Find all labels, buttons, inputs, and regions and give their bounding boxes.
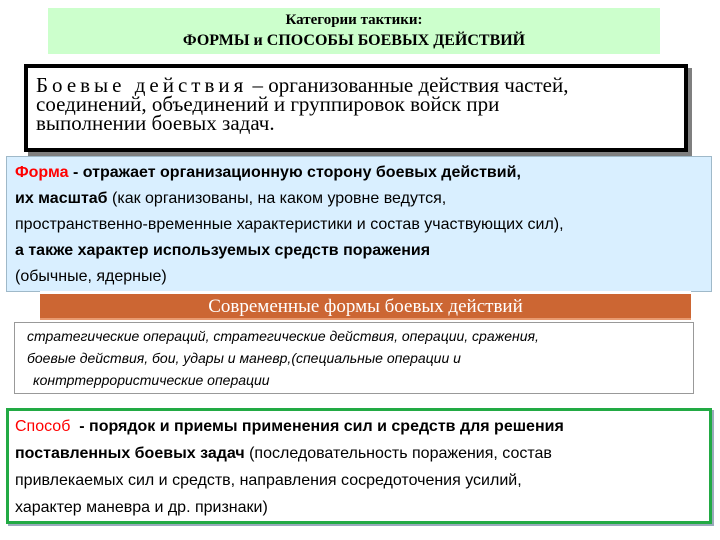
- modern-forms-list: [14, 322, 694, 394]
- definition-text-1: организованные действия частей,: [268, 73, 569, 97]
- forma-line-4: а также характер используемых средств поражения: [15, 242, 431, 259]
- definition-line-2: соединений, объединений и группировок войск при: [36, 92, 500, 116]
- sposob-text-1: - порядок и приемы применения сил и средств для решения: [70, 418, 564, 435]
- sposob-term: Способ: [15, 418, 71, 435]
- modern-line-2: боевые действия, бои, удары и маневр,(специальные операции и: [27, 350, 461, 366]
- sposob-line-4: характер маневра и др. признаки): [15, 499, 268, 516]
- definition-line-3: выполнении боевых задач.: [36, 111, 275, 135]
- forma-line-1: [15, 160, 705, 186]
- sposob-line-2: [15, 440, 705, 467]
- forma-line-5: (обычные, ядерные): [15, 268, 167, 285]
- forma-text-2: (как организованы, на каком уровне ведутся,: [107, 190, 447, 207]
- title-banner: [48, 8, 660, 54]
- forma-box: [6, 156, 712, 292]
- sposob-box: [6, 408, 712, 524]
- forma-term: Форма: [15, 164, 69, 181]
- title-line-2: ФОРМЫ и СПОСОБЫ БОЕВЫХ ДЕЙСТВИЙ: [182, 32, 526, 49]
- definition-term: Боевые действия: [36, 73, 248, 97]
- definition-box: [24, 64, 688, 152]
- sposob-tasks: поставленных боевых задач: [15, 445, 245, 462]
- sposob-line-1: [15, 413, 705, 440]
- forma-line-3: пространственно-временные характеристики и состав участвующих сил),: [15, 216, 564, 233]
- modern-forms-title: Современные формы боевых действий: [40, 291, 691, 320]
- modern-line-1: стратегические операций, стратегические действия, операции, сражения,: [27, 328, 539, 344]
- sposob-line-3: привлекаемых сил и средств, направления сосредоточения усилий,: [15, 472, 522, 489]
- forma-text-1: - отражает организационную сторону боевых действий,: [68, 164, 521, 181]
- title-line-1: Категории тактики:: [285, 12, 423, 28]
- modern-line-3: контртеррористические операции: [33, 372, 270, 388]
- forma-scale: их масштаб: [15, 190, 108, 207]
- forma-line-2: [15, 186, 705, 212]
- definition-dash: –: [247, 73, 269, 97]
- sposob-text-2: (последовательность поражения, состав: [244, 445, 552, 462]
